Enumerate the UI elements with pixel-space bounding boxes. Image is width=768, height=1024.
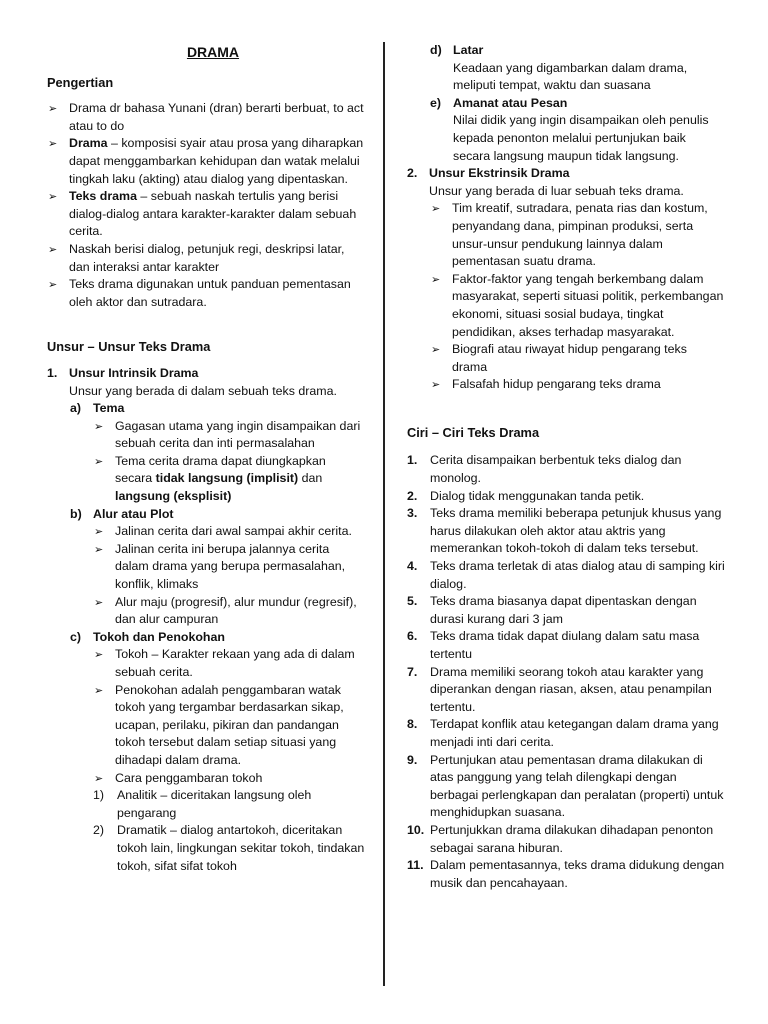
cara-number: 1) — [93, 788, 105, 803]
list-number: 2. — [407, 166, 418, 181]
pengertian-text: – sebuah naskah tertulis yang berisi dialog-dialog antara karakter-karakter dalam sebuah cerita. — [69, 189, 357, 239]
alur-item: ➢ Jalinan cerita ini berupa jalannya cerita dalam drama yang berupa permasalahan, konflik, klimaks — [93, 541, 365, 594]
ciri-item — [407, 628, 725, 663]
ciri-text: Pertunjukan atau pementasan drama dilakukan di atas panggung yang telah dilengkapi dengan berbagai perlengkapan dan peralatan (properti) untuk menghidupkan suasana. — [430, 752, 724, 820]
ekstrinsik-item: ➢ Biografi atau riwayat hidup pengarang teks drama — [430, 341, 725, 376]
ciri-item — [407, 593, 725, 628]
ciri-item — [407, 822, 725, 857]
sub-label: e) — [430, 95, 442, 110]
ekstrinsik-title: Unsur Ekstrinsik Drama — [429, 166, 570, 181]
list-number: 1. — [47, 365, 58, 380]
tema-term: langsung (eksplisit) — [115, 489, 232, 504]
alur-title: Alur atau Plot — [93, 506, 174, 521]
ciri-item — [407, 857, 725, 892]
pengertian-item — [47, 100, 365, 135]
right-column — [407, 42, 725, 892]
ciri-item — [407, 716, 725, 751]
ciri-text: Dalam pementasannya, teks drama didukung dengan musik dan pencahayaan. — [430, 858, 725, 890]
cara-list — [93, 787, 365, 875]
ciri-text: Pertunjukkan drama dilakukan dihadapan penonton sebagai sarana hiburan. — [430, 822, 714, 855]
tokoh-item: ➢ Cara penggambaran tokoh — [93, 770, 365, 788]
ciri-number: 3. — [407, 506, 418, 521]
ciri-item — [407, 452, 725, 487]
cara-text: Analitik – diceritakan langsung oleh pengarang — [117, 788, 312, 820]
pengertian-text: Naskah berisi dialog, petunjuk regi, deskripsi latar, dan interaksi antar karakter — [69, 241, 345, 274]
ekstrinsik-heading — [407, 165, 725, 183]
heading-ciri: Ciri – Ciri Teks Drama — [407, 424, 540, 440]
sub-label: d) — [430, 43, 442, 57]
pengertian-text: Drama dr bahasa Yunani (dran) berarti berbuat, to act atau to do — [69, 101, 364, 133]
ciri-text: Dialog tidak menggunakan tanda petik. — [430, 488, 645, 503]
pengertian-item — [47, 188, 365, 241]
latar-heading — [407, 42, 725, 60]
pengertian-item — [47, 276, 365, 311]
intrinsik-heading — [47, 365, 365, 383]
tokoh-item: ➢ Penokohan adalah penggambaran watak tokoh yang tergambar berdasarkan sikap, ucapan, perilaku, pikiran dan pandangan tokoh tersebut dalam setiap situasi yang dihadapi dalam drama. — [93, 682, 365, 770]
ciri-text: Teks drama terletak di atas dialog atau di samping kiri dialog. — [430, 559, 725, 591]
cara-item — [93, 787, 365, 822]
ciri-text: Terdapat konflik atau ketegangan dalam drama yang menjadi inti dari cerita. — [430, 717, 719, 749]
pengertian-text: Teks drama digunakan untuk panduan pementasan oleh aktor dan sutradara. — [69, 277, 351, 309]
cara-number: 2) — [93, 823, 105, 838]
cara-item — [93, 822, 365, 875]
latar-desc: Keadaan yang digambarkan dalam drama, meliputi tempat, waktu dan suasana — [453, 60, 688, 93]
ciri-number: 5. — [407, 594, 418, 609]
latar-title: Latar — [453, 43, 484, 57]
intrinsik-title: Unsur Intrinsik Drama — [69, 365, 199, 380]
pengertian-term: Teks drama — [69, 189, 137, 204]
alur-item: ➢ Jalinan cerita dari awal sampai akhir cerita. — [93, 523, 365, 541]
pengertian-text: – komposisi syair atau prosa yang diharapkan dapat menggambarkan kehidupan dan watak melalui tingkah laku (akting) atau dialog yang dipentaskan. — [69, 136, 364, 186]
tema-item — [93, 453, 365, 506]
intrinsik-desc: Unsur yang berada di dalam sebuah teks drama. — [69, 383, 337, 398]
alur-heading — [47, 506, 365, 524]
ekstrinsik-item: ➢ Tim kreatif, sutradara, penata rias dan kostum, penyandang dana, pimpinan produksi, serta unsur-unsur pendukung lainnya dalam pementasan suatu drama. — [430, 200, 725, 270]
ciri-number: 2. — [407, 488, 418, 503]
ciri-item — [407, 558, 725, 593]
ekstrinsik-item: ➢ Faktor-faktor yang tengah berkembang dalam masyarakat, seperti situasi politik, perkembangan ekonomi, situasi sosial budaya, tingkat pendidikan, akses terhadap masyarakat. — [430, 271, 725, 341]
sub-label: b) — [70, 506, 82, 521]
ciri-number: 11. — [407, 858, 424, 873]
ciri-item — [407, 505, 725, 558]
amanat-desc: Nilai didik yang ingin disampaikan oleh penulis kepada penonton melalui pertunjukan baik secara langsung maupun tidak langsung. — [453, 113, 709, 163]
ciri-text: Drama memiliki seorang tokoh atau karakter yang diperankan dengan riasan, aksen, atau penampilan tertentu. — [430, 664, 712, 714]
alur-item: ➢ Alur maju (progresif), alur mundur (regresif), dan alur campuran — [93, 594, 365, 629]
ciri-number: 8. — [407, 717, 418, 732]
ekstrinsik-list — [430, 200, 725, 394]
tokoh-item: ➢ Tokoh – Karakter rekaan yang ada di dalam sebuah cerita. — [93, 646, 365, 681]
pengertian-item — [47, 135, 365, 188]
tema-item — [93, 418, 365, 453]
left-column — [47, 44, 365, 875]
ciri-text: Teks drama tidak dapat diulang dalam satu masa tertentu — [430, 629, 700, 661]
ekstrinsik-item: ➢ Falsafah hidup pengarang teks drama — [430, 376, 725, 394]
ciri-text: Teks drama biasanya dapat dipentaskan dengan durasi kurang dari 3 jam — [430, 594, 697, 626]
tokoh-title: Tokoh dan Penokohan — [93, 629, 225, 644]
tema-text: Tema cerita drama dapat diungkapkan secara — [115, 453, 326, 486]
pengertian-list — [47, 100, 365, 311]
tokoh-heading — [47, 629, 365, 647]
ciri-number: 10. — [407, 822, 425, 837]
ekstrinsik-desc: Unsur yang berada di luar sebuah teks drama. — [429, 183, 684, 198]
ciri-list — [407, 452, 725, 892]
tema-text: Gagasan utama yang ingin disampaikan dari sebuah cerita dan inti permasalahan — [115, 418, 361, 451]
alur-list — [93, 523, 365, 629]
tema-term: tidak langsung (implisit) — [155, 471, 299, 486]
heading-unsur: Unsur – Unsur Teks Drama — [47, 339, 211, 355]
ciri-number: 9. — [407, 752, 418, 767]
ciri-item — [407, 488, 725, 506]
ciri-number: 7. — [407, 664, 418, 679]
tema-heading — [47, 400, 365, 418]
tema-title: Tema — [93, 401, 125, 416]
amanat-title: Amanat atau Pesan — [453, 95, 568, 110]
pengertian-term: Drama — [69, 136, 108, 151]
cara-text: Dramatik – dialog antartokoh, diceritakan tokoh lain, lingkungan sekitar tokoh, tindakan tokoh, sifat sifat tokoh — [117, 823, 365, 873]
tema-text: dan — [298, 471, 323, 486]
ciri-number: 1. — [407, 453, 418, 468]
ciri-text: Cerita disampaikan berbentuk teks dialog dan monolog. — [430, 453, 682, 486]
amanat-heading — [407, 95, 725, 113]
column-divider — [383, 42, 385, 986]
pengertian-item — [47, 241, 365, 276]
tokoh-list — [93, 646, 365, 787]
heading-pengertian: Pengertian — [47, 74, 114, 90]
ciri-item — [407, 752, 725, 822]
document-title: DRAMA — [186, 44, 240, 60]
tema-list — [93, 418, 365, 506]
ciri-text: Teks drama memiliki beberapa petunjuk khusus yang harus dilakukan oleh aktor atau aktris yang memerankan tokoh-tokoh di dalam teks tersebut. — [430, 506, 722, 556]
sub-label: a) — [70, 401, 82, 416]
ciri-item — [407, 664, 725, 717]
sub-label: c) — [70, 629, 82, 644]
ciri-number: 6. — [407, 629, 418, 644]
ciri-number: 4. — [407, 559, 418, 574]
